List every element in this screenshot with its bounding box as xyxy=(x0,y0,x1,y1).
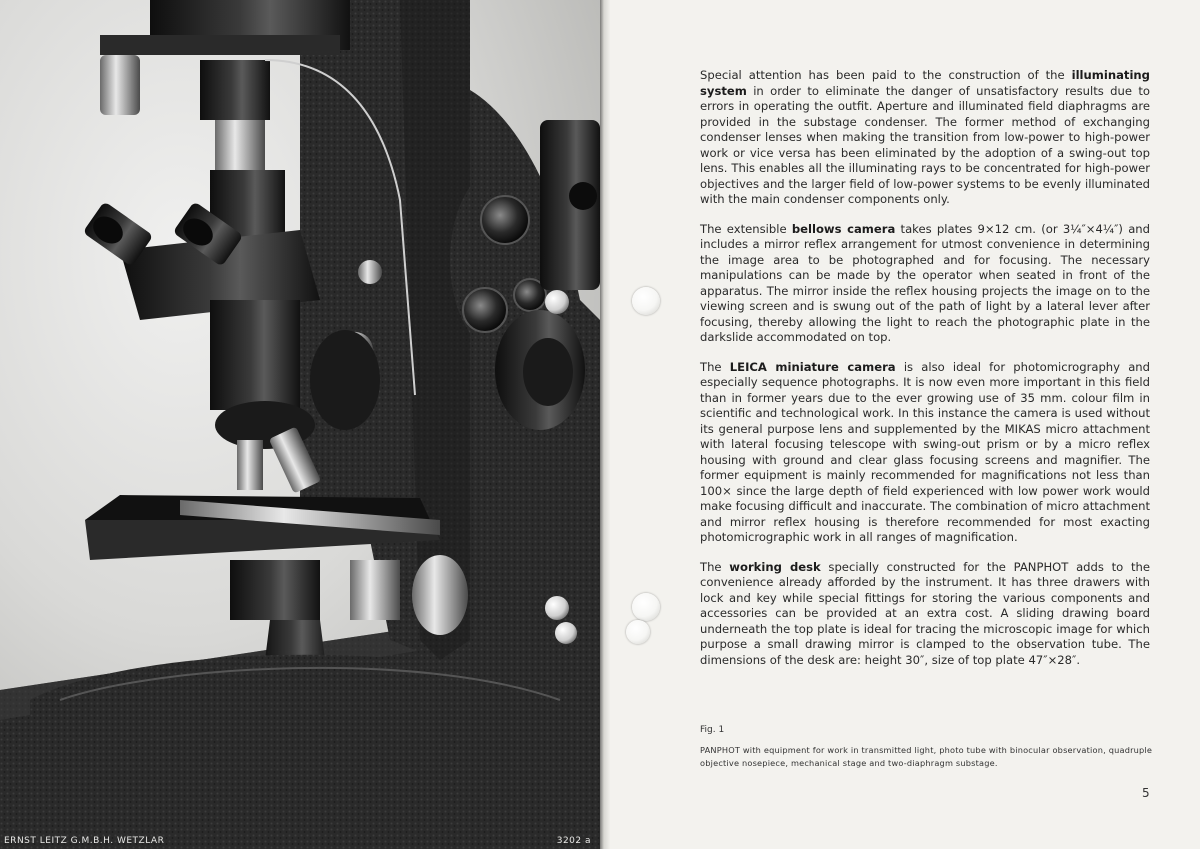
page-gutter xyxy=(600,0,610,849)
term-working-desk: working desk xyxy=(729,559,821,574)
paragraph-bellows-camera: The extensible bellows camera takes plates 9×12 cm. (or 3¼″×4¼″) and includes a mirror reflex arrangement for utmost convenience in determining the image area to be photographed and for focusing. The necessary manipulations can be made by the operator when seated in front of the apparatus. The mirror inside the reflex housing projects the image on to the viewing screen and is swung out of the path of light by a lateral lever after focusing, thereby allowing the light to reach the photographic plate in the darkslide accommodated on top. xyxy=(700,221,1150,344)
punch-hole-2 xyxy=(632,593,660,621)
punch-hole-3 xyxy=(626,620,650,644)
punch-hole-1 xyxy=(632,287,660,315)
plate-number: 3202 a xyxy=(556,836,591,846)
body-text xyxy=(700,68,1150,682)
figure-caption: PANPHOT with equipment for work in transmitted light, photo tube with binocular observation, quadruple objective nosepiece, mechanical stage and two-diaphragm substage. xyxy=(700,745,1153,768)
paragraph-leica-camera: The LEICA miniature camera is also ideal for photomicrography and especially sequence photographs. It is now even more important in this field than in former years due to the ever growing use of 35 mm. colour film in scientific and technological work. In this instance the camera is used without its general purpose lens and supplemented by the MIKAS micro attachment with lateral focusing telescope with swing-out prism or by a micro reflex housing with ground and clear glass focusing screens and magnifier. The former equipment is mainly recommended for magnifications not less than 100× since the large depth of field experienced with low power work would make focusing difficult and inaccurate. The combination of micro attachment and mirror reflex housing is therefore recommended for most exacting photomicrographic work in all ranges of magnification. xyxy=(700,359,1151,544)
term-illuminating-system: illuminating system xyxy=(700,68,1150,98)
term-bellows-camera: bellows camera xyxy=(791,221,896,236)
paragraph-illuminating-system: Special attention has been paid to the construction of the illuminating system in order to eliminate the danger of unsatisfactory results due to errors in operating the outfit. Aperture and illuminated field diaphragms are provided in the substage condenser. The former method of exchanging condenser lenses when making the transition from low-power to high-power work or vice versa has been eliminated by the adoption of a swing-out top lens. This enables all the illuminating rays to be concentrated for high-power objectives and the larger field of low-power systems to be evenly illuminated with the main condenser components only. xyxy=(700,68,1150,206)
figure-label: Fig. 1 xyxy=(700,725,725,735)
term-leica-miniature-camera: LEICA miniature camera xyxy=(729,359,896,374)
publisher-imprint: ERNST LEITZ G.M.B.H. WETZLAR xyxy=(4,836,165,846)
paragraph-working-desk: The working desk specially constructed for the PANPHOT adds to the convenience already afforded by the instrument. It has three drawers with lock and key while special fittings for storing the various components and accessories can be provided at an extra cost. A sliding drawing board underneath the top plate is ideal for tracing the microscopic image for which purpose a small drawing mirror is clamped to the observation tube. The dimensions of the desk are: height 30″, size of top plate 47″×28″. xyxy=(700,559,1150,667)
page-number: 5 xyxy=(1142,786,1150,800)
figure-caption-block xyxy=(700,725,1160,770)
